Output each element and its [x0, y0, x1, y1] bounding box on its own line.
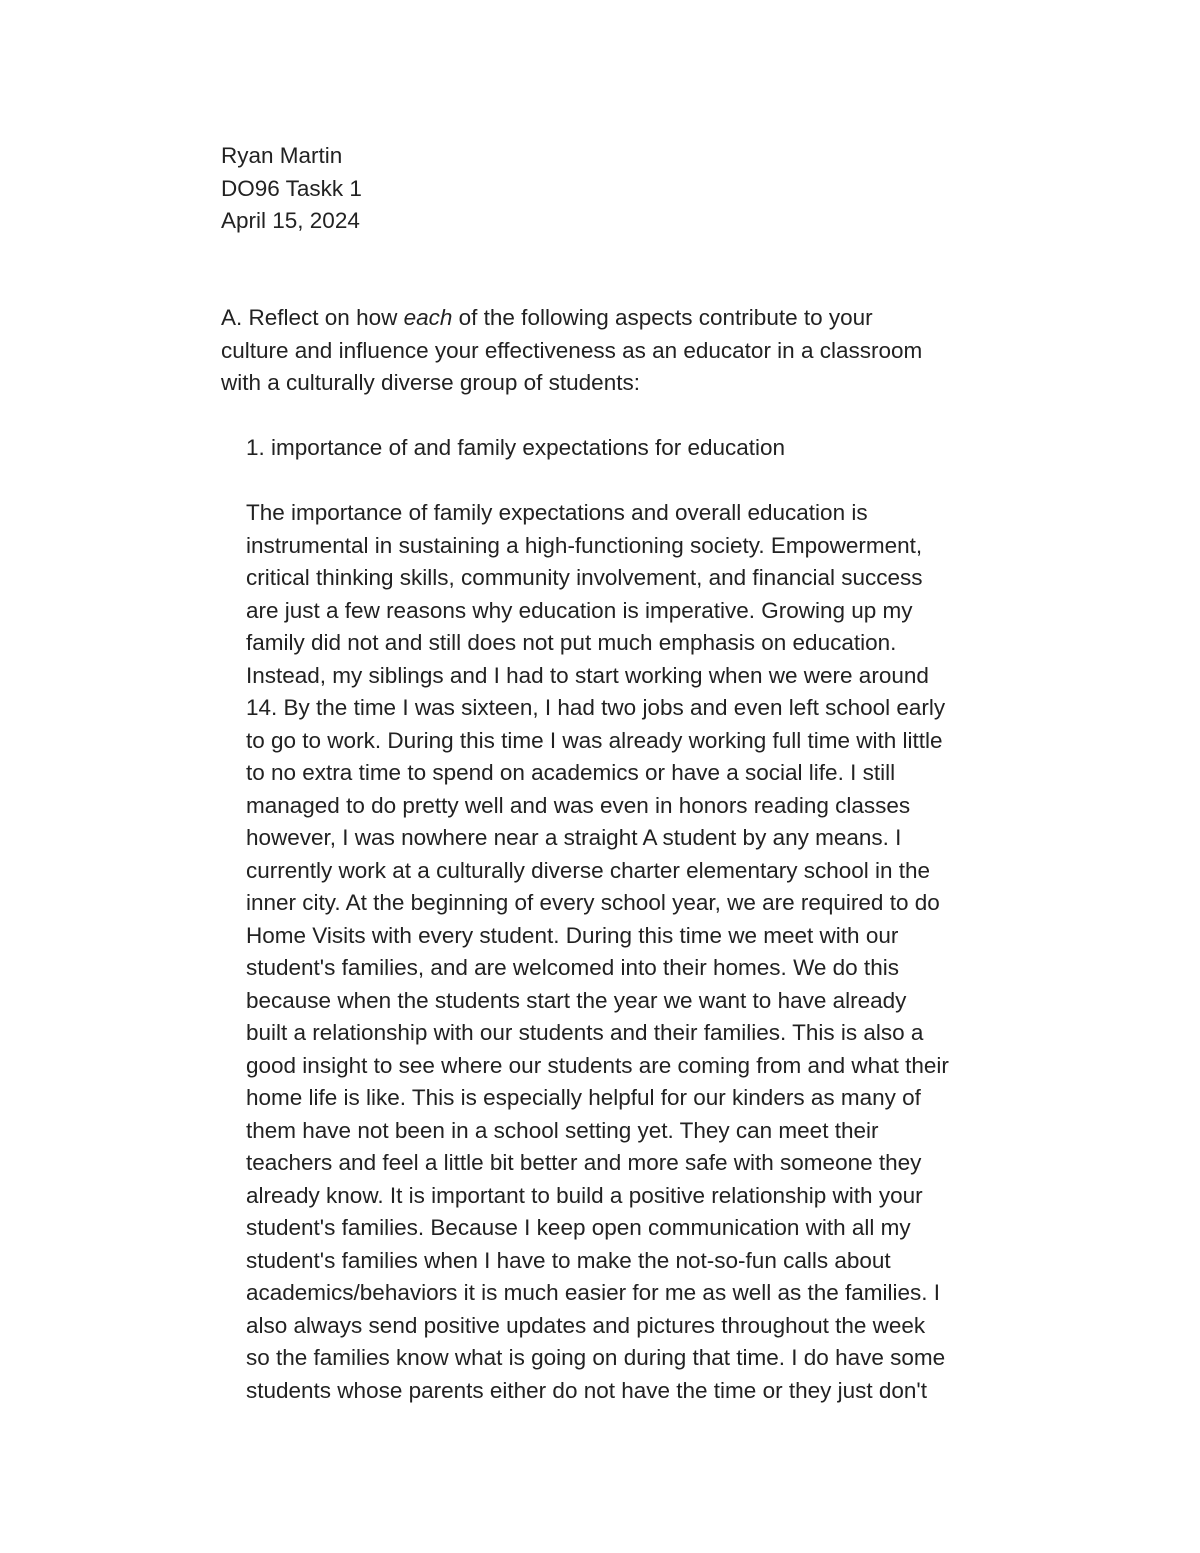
- question-line-2: culture and influence your effectiveness as an educator in a classroom: [221, 337, 923, 363]
- answer-line: The importance of family expectations and overall education is: [246, 500, 868, 525]
- answer-line: Instead, my siblings and I had to start working when we were around: [246, 662, 929, 688]
- answer-line: inner city. At the beginning of every school year, we are required to do: [246, 890, 940, 915]
- answer-line: already know. It is important to build a positive relationship with your: [246, 1182, 923, 1208]
- answer-line: student's families. Because I keep open communication with all my: [246, 1215, 911, 1240]
- question-emphasis: each: [403, 305, 453, 330]
- answer-line: family did not and still does not put much emphasis on education.: [246, 630, 897, 655]
- answer-line: 14. By the time I was sixteen, I had two jobs and even left school early: [246, 695, 946, 720]
- answer-line: currently work at a culturally diverse charter elementary school in the: [246, 857, 931, 883]
- question-prefix: A. Reflect on how: [221, 305, 404, 330]
- answer-line: academics/behaviors it is much easier for me as well as the families. I: [246, 1280, 941, 1305]
- question-line-3: with a culturally diverse group of students:: [221, 370, 640, 395]
- answer-line: also always send positive updates and pictures throughout the week: [246, 1312, 926, 1338]
- answer-line: good insight to see where our students are coming from and what their: [246, 1052, 949, 1078]
- list-item-1: 1. importance of and family expectations for education: [246, 435, 786, 460]
- answer-line: so the families know what is going on during that time. I do have some: [246, 1345, 946, 1370]
- answer-line: students whose parents either do not have the time or they just don't: [246, 1377, 927, 1403]
- answer-line: them have not been in a school setting yet. They can meet their: [246, 1117, 879, 1143]
- author-name: Ryan Martin: [221, 143, 343, 168]
- answer-line: however, I was nowhere near a straight A student by any means. I: [246, 825, 902, 850]
- answer-line: to go to work. During this time I was already working full time with little: [246, 727, 943, 753]
- course-task: DO96 Taskk 1: [221, 175, 362, 201]
- answer-line: student's families, and are welcomed into their homes. We do this: [246, 955, 899, 980]
- question-line-1-rest: of the following aspects contribute to your: [452, 305, 873, 330]
- document-date: April 15, 2024: [221, 208, 360, 233]
- answer-line: home life is like. This is especially helpful for our kinders as many of: [246, 1085, 921, 1110]
- answer-line: student's families when I have to make the not-so-fun calls about: [246, 1247, 891, 1273]
- answer-paragraph: [246, 497, 1036, 1407]
- answer-line: instrumental in sustaining a high-functioning society. Empowerment,: [246, 532, 923, 558]
- answer-line: managed to do pretty well and was even in honors reading classes: [246, 792, 911, 818]
- document-header: [221, 140, 362, 238]
- answer-line: to no extra time to spend on academics or have a social life. I still: [246, 760, 896, 785]
- answer-line: because when the students start the year we want to have already: [246, 987, 907, 1013]
- answer-line: are just a few reasons why education is imperative. Growing up my: [246, 597, 913, 623]
- answer-line: critical thinking skills, community involvement, and financial success: [246, 565, 923, 590]
- question-line-1: [221, 302, 1021, 335]
- answer-line: built a relationship with our students and their families. This is also a: [246, 1020, 924, 1045]
- answer-line: Home Visits with every student. During this time we meet with our: [246, 922, 899, 948]
- question-prompt: [221, 302, 1021, 400]
- answer-line: teachers and feel a little bit better and more safe with someone they: [246, 1150, 922, 1175]
